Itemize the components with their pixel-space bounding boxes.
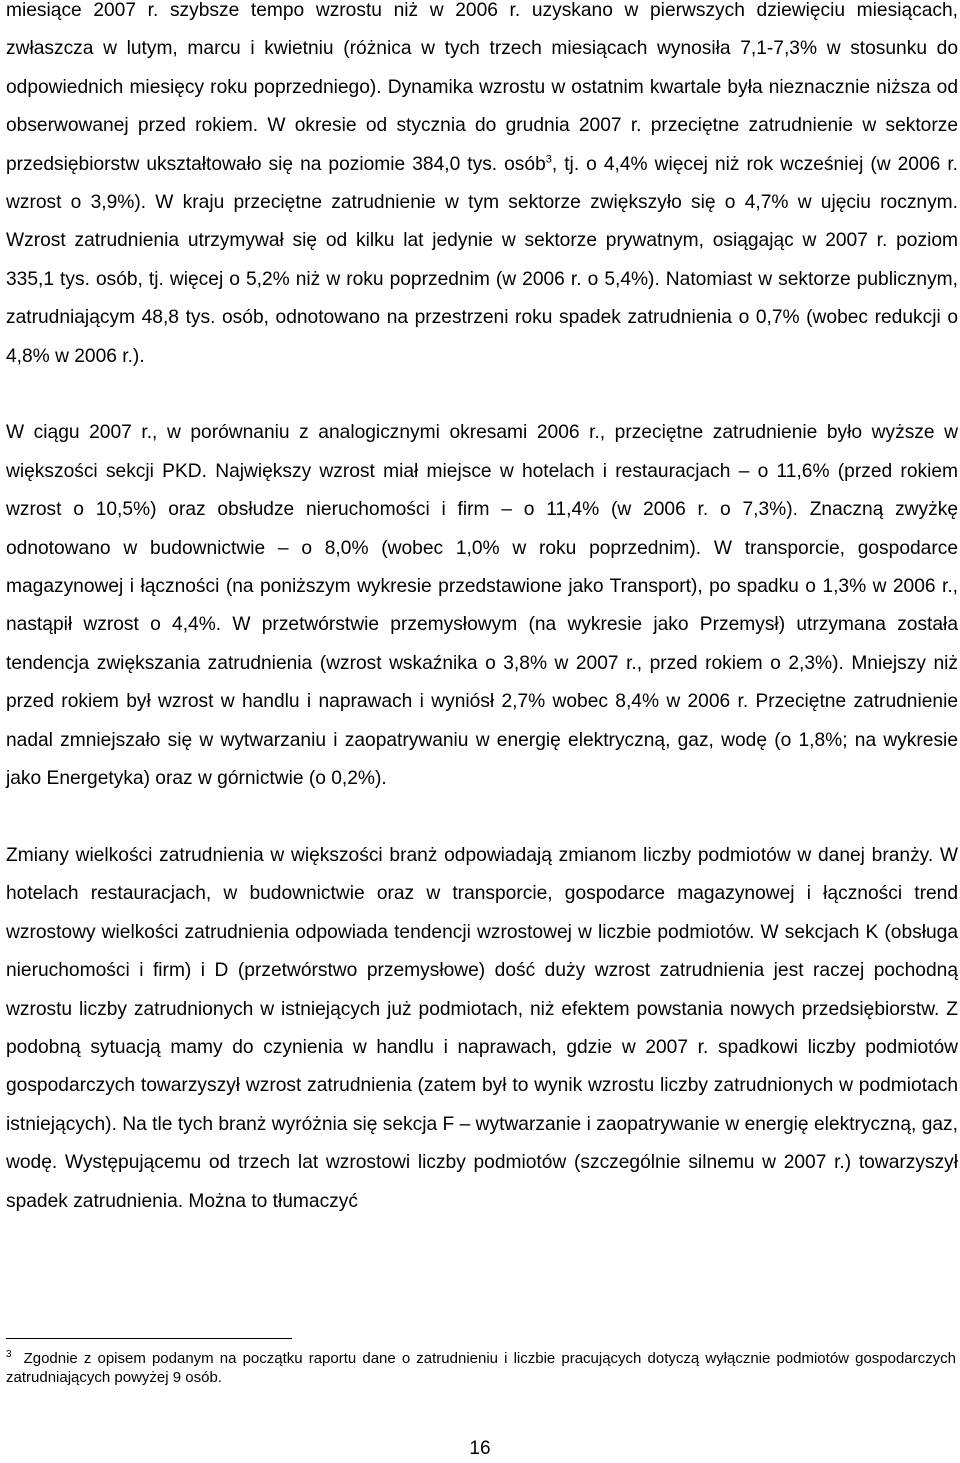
footnote-mark: 3 — [6, 1349, 12, 1360]
paragraph-gap — [6, 376, 958, 414]
paragraph-employment-dynamics — [6, 0, 958, 376]
footnote-reference[interactable]: 3 — [545, 153, 552, 166]
footnote-text: Zgodnie z opisem podanym na początku raportu dane o zatrudnieniu i liczbie pracujących dotyczą wyłącznie podmiotów gospodarczych zatrudniających powyżej 9 osób. — [6, 1350, 956, 1386]
paragraph-branch-analysis: Zmiany wielkości zatrudnienia w większości branż odpowiadają zmianom liczby podmiotów w danej branży. W hotelach restauracjach, w budownictwie oraz w transporcie, gospodarce magazynowej i łączności trend wzrostowy wielkości zatrudnienia odpowiada tendencji wzrostowej w liczbie podmiotów. W sekcjach K (obsługa nieruchomości i firm) i D (przetwórstwo przemysłowe) dość duży wzrost zatrudnienia jest raczej pochodną wzrostu liczby zatrudnionych w istniejących już podmiotach, niż efektem powstania nowych przedsiębiorstw. Z podobną sytuacją mamy do czynienia w handlu i naprawach, gdzie w 2007 r. spadkowi liczby podmiotów gospodarczych towarzyszył wzrost zatrudnienia (zatem był to wynik wzrostu liczby zatrudnionych w podmiotach istniejących). Na tle tych branż wyróżnia się sekcja F – wytwarzanie i zaopatrywanie w energię elektryczną, gaz, wodę. Występującemu od trzech lat wzrostowi liczby podmiotów (szczególnie silnemu w 2007 r.) towarzyszył spadek zatrudnienia. Można to tłumaczyć — [6, 844, 958, 1212]
paragraph-text: miesiące 2007 r. szybsze tempo wzrostu niż w 2006 r. uzyskano w pierwszych dziewięciu miesiącach, zwłaszcza w lutym, marcu i kwietniu (różnica w tych trzech miesiącach wynosiła 7,1-7,3% w stosunku do odpowiednich miesięcy roku poprzedniego). Dynamika wzrostu w ostatnim kwartale była nieznacznie niższa od obserwowanej przed rokiem. W okresie od stycznia do grudnia 2007 r. przeciętne zatrudnienie w sektorze przedsiębiorstw ukształtowało się na poziomie 384,0 tys. osób — [6, 0, 958, 175]
paragraph-sector-changes: W ciągu 2007 r., w porównaniu z analogicznymi okresami 2006 r., przeciętne zatrudnienie było wyższe w większości sekcji PKD. Największy wzrost miał miejsce w hotelach i restauracjach – o 11,6% (przed rokiem wzrost o 10,5%) oraz obsłudze nieruchomości i firm – o 11,4% (w 2006 r. o 7,3%). Znaczną zwyżkę odnotowano w budownictwie – o 8,0% (wobec 1,0% w roku poprzednim). W transporcie, gospodarce magazynowej i łączności (na poniższym wykresie przedstawione jako Transport), po spadku o 1,3% w 2006 r., nastąpił wzrost o 4,4%. W przetwórstwie przemysłowym (na wykresie jako Przemysł) utrzymana została tendencja zwiększania zatrudnienia (wzrost wskaźnika o 3,8% w 2007 r., przed rokiem o 2,3%). Mniejszy niż przed rokiem był wzrost w handlu i naprawach i wyniósł 2,7% wobec 8,4% w 2006 r. Przeciętne zatrudnienie nadal zmniejszało się w wytwarzaniu i zaopatrywaniu w energię elektryczną, gaz, wodę (o 1,8%; na wykresie jako Energetyka) oraz w górnictwie (o 0,2%). — [6, 422, 958, 790]
footnote-separator — [6, 1338, 292, 1339]
paragraph-gap — [6, 799, 958, 837]
paragraph-text: , tj. o 4,4% więcej niż rok wcześniej (w 2006 r. wzrost o 3,9%). W kraju przeciętne zatrudnienie w tym sektorze zwiększyło się o 4,7% w ujęciu rocznym. Wzrost zatrudnienia utrzymywał się od kilku lat jedynie w sektorze prywatnym, osiągając w 2007 r. poziom 335,1 tys. osób, tj. więcej o 5,2% niż w roku poprzednim (w 2006 r. o 5,4%). Natomiast w sektorze publicznym, zatrudniającym 48,8 tys. osób, odnotowano na przestrzeni roku spadek zatrudnienia o 0,7% (wobec redukcji o 4,8% w 2006 r.). — [6, 153, 958, 367]
page-number: 16 — [469, 1438, 491, 1459]
footnote — [6, 1349, 956, 1387]
document-body — [6, 0, 958, 1221]
